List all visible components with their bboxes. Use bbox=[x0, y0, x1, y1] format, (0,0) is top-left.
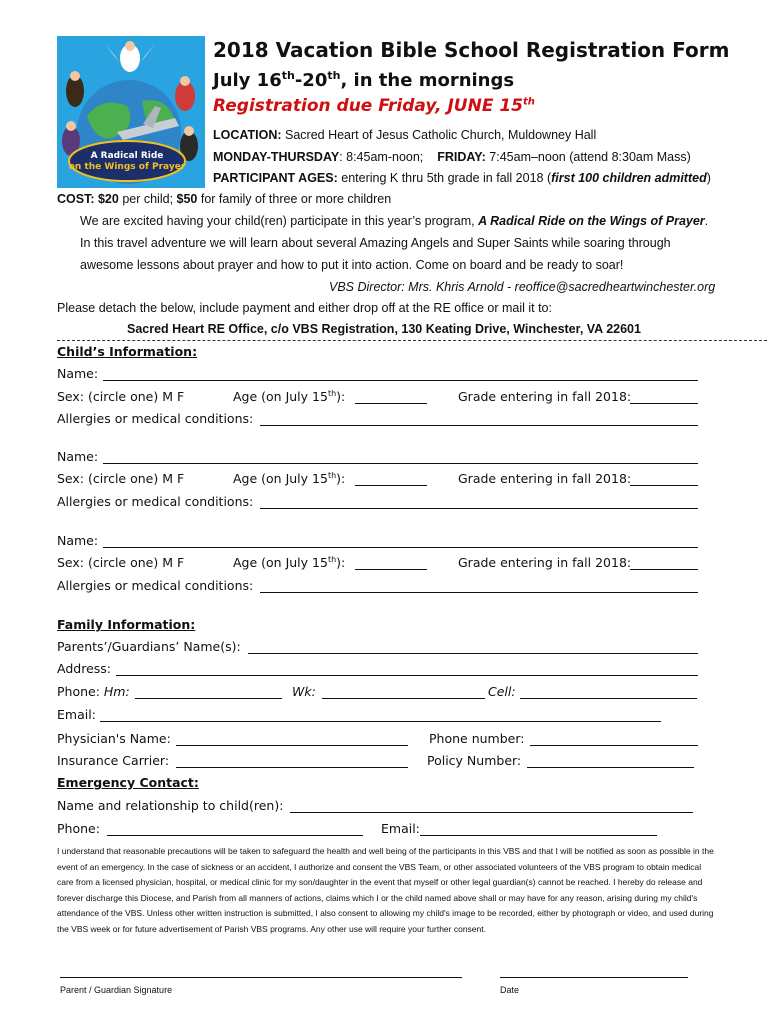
parents-name-field[interactable] bbox=[248, 641, 698, 654]
director-line: VBS Director: Mrs. Khris Arnold - reoffice@sacredheartwinchester.org bbox=[329, 280, 716, 294]
parents-name-label: Parents’/Guardians’ Name(s): bbox=[57, 639, 241, 654]
child-2-allergies-label: Allergies or medical conditions: bbox=[57, 494, 254, 509]
child-2-grade-field[interactable] bbox=[630, 473, 698, 486]
date-line[interactable] bbox=[500, 977, 688, 978]
child-2-name-label: Name: bbox=[57, 449, 99, 464]
phone-home-field[interactable] bbox=[135, 686, 282, 699]
logo-text-line2: on the Wings of Prayer bbox=[68, 162, 186, 172]
emergency-name-label: Name and relationship to child(ren): bbox=[57, 798, 284, 813]
child-3-grade-field[interactable] bbox=[630, 557, 698, 570]
child-3-sex-label: Sex: (circle one) M F bbox=[57, 555, 185, 570]
intro-line-2: In this travel adventure we will learn about several Amazing Angels and Super Saints while soaring through bbox=[80, 236, 671, 250]
address-field[interactable] bbox=[116, 663, 698, 676]
physician-phone-field[interactable] bbox=[530, 733, 698, 746]
phone-cell-label: Cell: bbox=[488, 684, 516, 699]
child-2-allergies-field[interactable] bbox=[260, 496, 698, 509]
mailing-address: Sacred Heart RE Office, c/o VBS Registration, 130 Keating Drive, Winchester, VA 22601 bbox=[127, 322, 641, 336]
emergency-email-label: Email: bbox=[381, 821, 420, 836]
detach-instructions: Please detach the below, include payment and either drop off at the RE office or mail it to: bbox=[57, 301, 552, 315]
location-line: LOCATION: Sacred Heart of Jesus Catholic Church, Muldowney Hall bbox=[213, 128, 597, 142]
child-1-age-label: Age (on July 15th): bbox=[233, 389, 346, 405]
physician-label: Physician's Name: bbox=[57, 731, 171, 746]
insurance-label: Insurance Carrier: bbox=[57, 753, 170, 768]
child-1-age-field[interactable] bbox=[355, 391, 427, 404]
child-1-name-label: Name: bbox=[57, 366, 99, 381]
cost-line: COST: $20 per child; $50 for family of three or more children bbox=[57, 192, 392, 206]
child-1-sex-label: Sex: (circle one) M F bbox=[57, 389, 185, 404]
emergency-heading: Emergency Contact: bbox=[57, 775, 199, 790]
logo-text-line1: A Radical Ride bbox=[90, 151, 164, 161]
physician-phone-label: Phone number: bbox=[429, 731, 525, 746]
intro-line-1: We are excited having your child(ren) participate in this year’s program, A Radical Ride on the Wings of Prayer. bbox=[80, 214, 709, 228]
child-3-allergies-field[interactable] bbox=[260, 580, 698, 593]
emergency-name-field[interactable] bbox=[290, 800, 693, 813]
signature-line[interactable] bbox=[60, 977, 462, 978]
schedule-line: MONDAY-THURSDAY: 8:45am-noon; FRIDAY: 7:45am–noon (attend 8:30am Mass) bbox=[213, 150, 691, 164]
intro-line-3: awesome lessons about prayer and how to put it into action. Come on board and be ready to soar! bbox=[80, 258, 624, 272]
child-2-sex-label: Sex: (circle one) M F bbox=[57, 471, 185, 486]
emergency-phone-field[interactable] bbox=[107, 823, 363, 836]
event-dates: July 16th-20th, in the mornings bbox=[213, 69, 515, 91]
child-3-age-label: Age (on July 15th): bbox=[233, 555, 346, 571]
child-2-age-field[interactable] bbox=[355, 473, 427, 486]
signature-label: Parent / Guardian Signature bbox=[60, 985, 173, 995]
policy-label: Policy Number: bbox=[427, 753, 522, 768]
child-1-grade-label: Grade entering in fall 2018: bbox=[458, 389, 632, 404]
registration-due: Registration due Friday, JUNE 15th bbox=[213, 96, 535, 116]
email-field[interactable] bbox=[100, 709, 661, 722]
child-3-grade-label: Grade entering in fall 2018: bbox=[458, 555, 632, 570]
family-info-heading: Family Information: bbox=[57, 617, 196, 632]
child-2-name-field[interactable] bbox=[103, 451, 698, 464]
phone-cell-field[interactable] bbox=[520, 686, 697, 699]
date-label: Date bbox=[500, 985, 520, 995]
child-3-name-label: Name: bbox=[57, 533, 99, 548]
child-3-name-field[interactable] bbox=[103, 535, 698, 548]
vbs-logo bbox=[57, 36, 205, 188]
phone-label: Phone: Hm: bbox=[57, 684, 130, 699]
ages-line: PARTICIPANT AGES: entering K thru 5th grade in fall 2018 (first 100 children admitted) bbox=[213, 171, 711, 185]
child-3-age-field[interactable] bbox=[355, 557, 427, 570]
phone-work-field[interactable] bbox=[322, 686, 485, 699]
emergency-phone-label: Phone: bbox=[57, 821, 100, 836]
form-title: 2018 Vacation Bible School Registration Form bbox=[213, 38, 730, 62]
child-3-allergies-label: Allergies or medical conditions: bbox=[57, 578, 254, 593]
email-label: Email: bbox=[57, 707, 96, 722]
physician-field[interactable] bbox=[176, 733, 408, 746]
address-label: Address: bbox=[57, 661, 111, 676]
child-1-allergies-field[interactable] bbox=[260, 413, 698, 426]
child-2-grade-label: Grade entering in fall 2018: bbox=[458, 471, 632, 486]
consent-statement: I understand that reasonable precautions will be taken to safeguard the health and well being of the participants in this VBS and that I will be notified as soon as possible in the event of an emergency. In the case of sickness or an accident, I authorize and consent the VBS Team, or other associated volunteers of the VBS program to obtain medical care from a licensed physician, hospital, or medical clinic for my son/daughter in the event that myself or other legal guardian(s) cannot be reached. I hereby do release and forever discharge this Diocese, and Parish from all manners of actions, claims which I or the child named above shall or may have for any reason, arising during my child's attendance of the VBS. Unless other written instruction is submitted, I also consent to allowing my child's image to be recorded, either by photograph or video, and used during the VBS week or for future advertisement of Parish VBS programs. Any other use will require your further consent. bbox=[57, 846, 714, 934]
detach-line bbox=[57, 340, 767, 341]
child-1-name-field[interactable] bbox=[103, 368, 698, 381]
child-2-age-label: Age (on July 15th): bbox=[233, 471, 346, 487]
policy-field[interactable] bbox=[527, 755, 694, 768]
emergency-email-field[interactable] bbox=[420, 823, 657, 836]
insurance-field[interactable] bbox=[176, 755, 408, 768]
child-1-grade-field[interactable] bbox=[630, 391, 698, 404]
phone-work-label: Wk: bbox=[292, 684, 316, 699]
child-info-heading: Child’s Information: bbox=[57, 344, 198, 359]
child-1-allergies-label: Allergies or medical conditions: bbox=[57, 411, 254, 426]
